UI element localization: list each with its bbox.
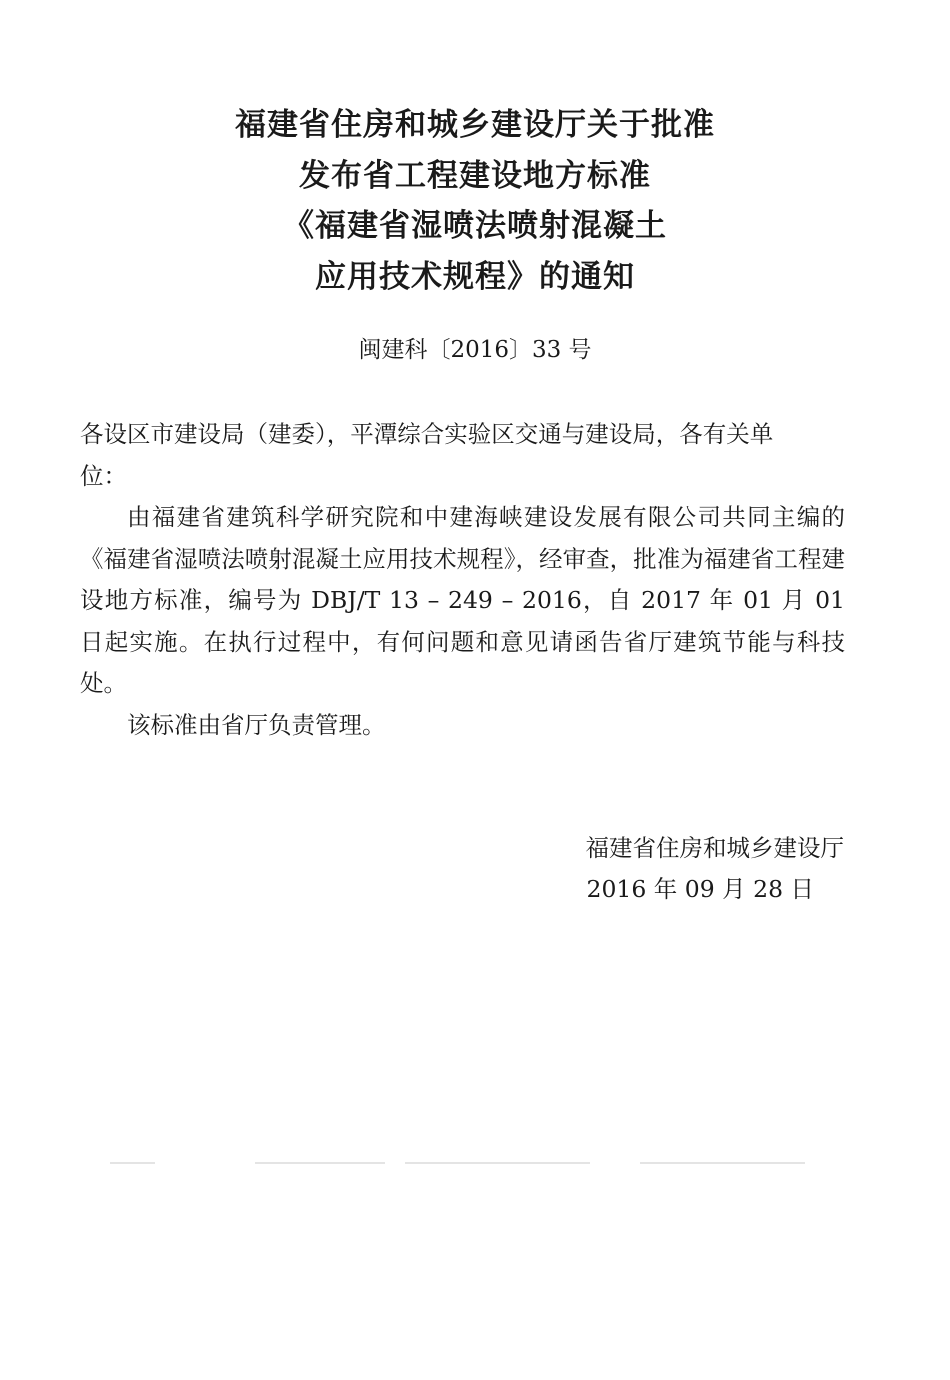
scan-artifact-line bbox=[640, 1162, 805, 1164]
recipients-line-2: 位： bbox=[80, 461, 127, 490]
title-line-4: 应用技术规程》的通知 bbox=[315, 258, 635, 295]
title-line-1: 福建省住房和城乡建设厅关于批准 bbox=[235, 107, 715, 143]
recipients-line-1: 各设区市建设局（建委），平潭综合实验区交通与建设局，各有关单 bbox=[80, 420, 774, 448]
scan-artifact-line bbox=[255, 1162, 385, 1164]
title-line-2: 发布省工程建设地方标准 bbox=[299, 157, 651, 194]
scan-artifact-line bbox=[405, 1162, 590, 1164]
document-number: 闽建科〔2016〕33 号 bbox=[358, 337, 592, 363]
title-line-3: 《福建省湿喷法喷射混凝土 bbox=[283, 208, 667, 244]
issue-date: 2016 年 09 月 28 日 bbox=[586, 875, 814, 903]
notice-title bbox=[0, 100, 950, 302]
signature-block bbox=[586, 828, 845, 910]
body-paragraph-2: 该标准由省厅负责管理。 bbox=[127, 710, 386, 739]
notice-body bbox=[80, 414, 845, 746]
body-paragraph-1: 由福建省建筑科学研究院和中建海峡建设发展有限公司共同主编的《福建省湿喷法喷射混凝土应用技术规程》，经审查，批准为福建省工程建设地方标准，编号为 DBJ/T 13 – 249 – 2016，自 2017 年 01 月 01 日起实施。在执行过程中，有何问题和意见请函告省厅建筑节能与科技处。 bbox=[80, 503, 845, 697]
issuer-name: 福建省住房和城乡建设厅 bbox=[585, 834, 844, 862]
scan-artifact-line bbox=[110, 1162, 155, 1164]
